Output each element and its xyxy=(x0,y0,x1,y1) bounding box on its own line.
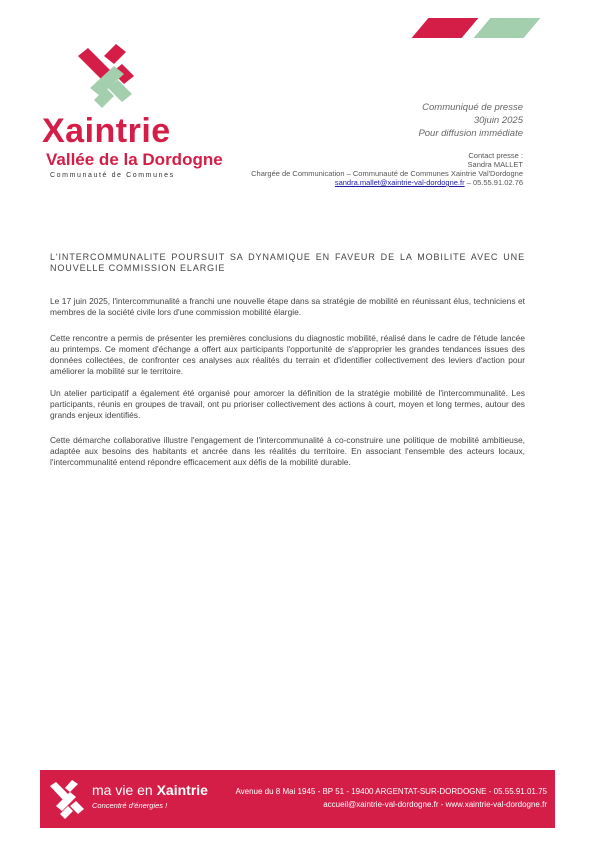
logo-community: Communauté de Communes xyxy=(50,172,175,179)
footer-banner xyxy=(40,770,555,828)
press-diffusion: Pour diffusion immédiate xyxy=(418,128,523,139)
contact-role: Chargée de Communication – Communauté de Communes Xaintrie Val'Dordogne xyxy=(251,169,523,178)
logo-subtitle xyxy=(46,150,223,170)
header-stripe-green xyxy=(474,18,541,38)
paragraph-3: Un atelier participatif a également été organisé pour amorcer la définition de la stratégie mobilité de l'intercommunalité. Les participants, réunis en groupes de travail, ont pu prioriser collectivement des actions à court, moyen et long termes, autour des grands enjeux identifiés. xyxy=(50,388,525,420)
logo-subtitle-part2: Dordogne xyxy=(142,150,223,169)
logo-subtitle-part1: Vallée de la xyxy=(46,150,143,169)
press-headline: L'INTERCOMMUNALITE POURSUIT SA DYNAMIQUE EN FAVEUR DE LA MOBILITE AVEC UNE NOUVELLE COMMISSION ELARGIE xyxy=(50,252,525,273)
footer-address: Avenue du 8 Mai 1945 - BP 51 - 19400 ARGENTAT-SUR-DORDOGNE - 05.55.91.01.75 xyxy=(235,787,547,796)
paragraph-1: Le 17 juin 2025, l'intercommunalité a franchi une nouvelle étape dans sa stratégie de mobilité en réunissant élus, techniciens et membres de la société civile lors d'une commission mobilité élargie. xyxy=(50,296,525,317)
xaintrie-logo-icon xyxy=(76,42,138,112)
paragraph-4: Cette démarche collaborative illustre l'engagement de l'intercommunalité à co-construire une politique de mobilité ambitieuse, adaptée aux besoins des habitants et ancrée dans les réalités du territoire. En associant l'ensemble des acteurs locaux, l'intercommunalité entend répondre efficacement aux défis de la mobilité durable. xyxy=(50,435,525,467)
contact-label: Contact presse : xyxy=(468,151,523,160)
header-stripe-red xyxy=(412,18,479,38)
footer-web-links[interactable]: accueil@xaintrie-val-dordogne.fr - www.xaintrie-val-dordogne.fr xyxy=(323,800,547,809)
paragraph-2: Cette rencontre a permis de présenter les premières conclusions du diagnostic mobilité, réalisé dans le cadre de l'étude lancée au printemps. Ce moment d'échange a offert aux participants l'opportunité de s'approprier les grandes tendances issues des données collectées, de confronter ces analyses aux réalités du terrain et d'identifier collectivement des leviers d'action pour améliorer la mobilité sur le territoire. xyxy=(50,333,525,376)
footer-tagline: Concentré d'énergies ! xyxy=(92,801,168,810)
footer-logo-icon xyxy=(48,778,88,820)
footer-brand-light: ma vie en xyxy=(92,782,157,798)
logo-title: Xaintrie xyxy=(42,112,171,150)
press-type: Communiqué de presse xyxy=(422,102,523,113)
footer-brand xyxy=(92,782,208,798)
contact-email-link[interactable]: sandra.mallet@xaintrie-val-dordogne.fr xyxy=(334,178,465,187)
contact-phone: – 05.55.91.02.76 xyxy=(464,178,523,187)
contact-line xyxy=(335,178,523,188)
contact-name: Sandra MALLET xyxy=(467,160,523,169)
footer-brand-bold: Xaintrie xyxy=(156,782,208,798)
press-date: 30juin 2025 xyxy=(473,115,523,126)
